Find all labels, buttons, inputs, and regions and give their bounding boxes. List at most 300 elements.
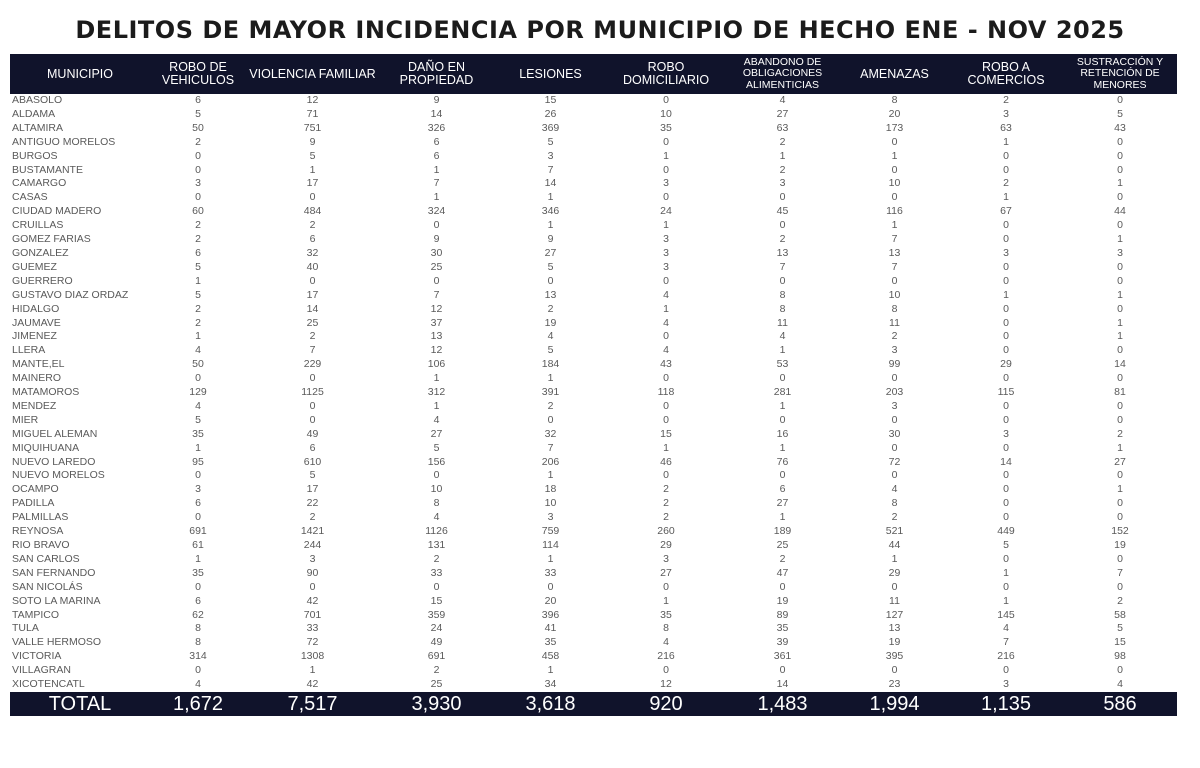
value-cell: 1	[1003, 288, 1009, 301]
value-cell: 203	[885, 386, 904, 399]
value-cell: 6	[195, 497, 201, 510]
table-row	[10, 317, 1177, 331]
municipio-cell: PADILLA	[12, 497, 55, 510]
total-cell: 3,930	[379, 692, 494, 716]
value-cell: 2	[663, 497, 669, 510]
municipio-cell: GUERRERO	[12, 274, 73, 287]
value-cell: 0	[1117, 413, 1123, 426]
value-cell: 13	[776, 246, 789, 259]
municipio-cell: CIUDAD MADERO	[12, 205, 102, 218]
value-cell: 1	[309, 163, 316, 176]
total-cell: 3,618	[494, 692, 607, 716]
municipio-cell: SAN CARLOS	[12, 552, 80, 565]
value-cell: 391	[541, 386, 560, 399]
value-cell: 3	[663, 177, 669, 190]
value-cell: 60	[192, 205, 204, 218]
value-cell: 0	[1003, 316, 1009, 329]
value-cell: 0	[1117, 497, 1123, 510]
value-cell: 0	[663, 580, 669, 593]
table-row	[10, 511, 1177, 525]
value-cell: 127	[885, 608, 904, 621]
municipio-cell: JAUMAVE	[12, 316, 61, 329]
value-cell: 5	[547, 344, 554, 357]
column-header-abandono-obligaciones: ABANDONO DE OBLIGACIONES ALIMENTICIAS	[725, 54, 840, 94]
value-cell: 0	[1117, 511, 1123, 524]
total-cell: 1,135	[949, 692, 1063, 716]
value-cell: 0	[1003, 399, 1009, 412]
value-cell: 1	[1117, 330, 1123, 343]
table-row	[10, 525, 1177, 539]
value-cell: 0	[1117, 191, 1123, 204]
value-cell: 8	[195, 622, 201, 635]
value-cell: 216	[657, 650, 675, 663]
value-cell: 7	[547, 163, 554, 176]
value-cell: 14	[1114, 358, 1126, 371]
municipio-cell: JIMENEZ	[12, 330, 57, 343]
municipio-cell: VILLAGRAN	[12, 664, 71, 677]
municipio-cell: SOTO LA MARINA	[12, 594, 101, 607]
municipio-cell: NUEVO LAREDO	[12, 455, 96, 468]
value-cell: 184	[541, 358, 560, 371]
value-cell: 72	[306, 636, 319, 649]
value-cell: 24	[430, 622, 443, 635]
value-cell: 281	[773, 386, 792, 399]
value-cell: 2	[1003, 177, 1009, 190]
value-cell: 29	[1000, 358, 1012, 371]
value-cell: 4	[195, 399, 201, 412]
value-cell: 18	[544, 483, 557, 496]
municipio-cell: VALLE HERMOSO	[12, 636, 102, 649]
value-cell: 41	[544, 622, 557, 635]
municipio-cell: MIER	[12, 413, 39, 426]
value-cell: 0	[1117, 344, 1123, 357]
municipio-cell: ANTIGUO MORELOS	[12, 135, 116, 148]
value-cell: 0	[663, 94, 669, 106]
value-cell: 4	[663, 288, 669, 301]
value-cell: 7	[433, 288, 440, 301]
value-cell: 76	[776, 455, 789, 468]
value-cell: 759	[541, 525, 560, 538]
value-cell: 12	[660, 678, 672, 691]
value-cell: 4	[1117, 678, 1123, 691]
value-cell: 206	[541, 455, 560, 468]
value-cell: 17	[306, 288, 319, 301]
value-cell: 29	[660, 539, 672, 551]
value-cell: 1	[309, 664, 316, 677]
value-cell: 691	[189, 525, 207, 538]
value-cell: 2	[663, 483, 669, 496]
value-cell: 1	[1003, 191, 1009, 204]
value-cell: 395	[885, 650, 904, 663]
column-header-amenazas: AMENAZAS	[840, 54, 949, 94]
table-row	[10, 400, 1177, 414]
value-cell: 1	[1003, 135, 1009, 148]
value-cell: 0	[195, 469, 201, 482]
municipio-cell: MATAMOROS	[12, 386, 80, 399]
value-cell: 0	[1003, 497, 1009, 510]
value-cell: 35	[660, 608, 672, 621]
table-row	[10, 358, 1177, 372]
value-cell: 610	[303, 455, 322, 468]
value-cell: 10	[544, 497, 557, 510]
value-cell: 5	[1117, 622, 1123, 635]
value-cell: 35	[660, 121, 672, 134]
municipio-cell: ABASOLO	[12, 94, 63, 106]
value-cell: 0	[779, 413, 786, 426]
value-cell: 49	[306, 427, 319, 440]
value-cell: 6	[779, 483, 786, 496]
value-cell: 0	[1003, 302, 1009, 315]
value-cell: 0	[1003, 552, 1009, 565]
value-cell: 26	[544, 107, 557, 120]
value-cell: 1	[663, 441, 669, 454]
value-cell: 32	[306, 246, 319, 259]
value-cell: 43	[1114, 121, 1126, 134]
value-cell: 62	[192, 608, 204, 621]
value-cell: 43	[660, 358, 672, 371]
value-cell: 2	[547, 302, 554, 315]
value-cell: 13	[430, 330, 443, 343]
value-cell: 346	[541, 205, 560, 218]
value-cell: 1	[547, 664, 554, 677]
value-cell: 0	[1117, 302, 1123, 315]
value-cell: 61	[192, 539, 204, 551]
value-cell: 7	[547, 441, 554, 454]
value-cell: 3	[663, 552, 669, 565]
table-row	[10, 414, 1177, 428]
value-cell: 40	[306, 260, 319, 273]
value-cell: 2	[1117, 427, 1123, 440]
value-cell: 25	[776, 539, 789, 551]
value-cell: 0	[891, 372, 898, 385]
value-cell: 6	[433, 149, 440, 162]
value-cell: 25	[430, 260, 443, 273]
value-cell: 8	[779, 302, 786, 315]
value-cell: 5	[1117, 107, 1123, 120]
value-cell: 0	[309, 372, 316, 385]
value-cell: 3	[547, 511, 554, 524]
value-cell: 6	[195, 246, 201, 259]
municipio-cell: RIO BRAVO	[12, 539, 70, 551]
value-cell: 7	[309, 344, 316, 357]
value-cell: 8	[779, 288, 786, 301]
table-row	[10, 219, 1177, 233]
value-cell: 25	[430, 678, 443, 691]
column-header-sustraccion-menores: SUSTRACCIÓN Y RETENCIÓN DE MENORES	[1063, 54, 1177, 94]
value-cell: 0	[1117, 372, 1123, 385]
value-cell: 22	[306, 497, 319, 510]
value-cell: 4	[1003, 622, 1009, 635]
value-cell: 3	[1117, 246, 1123, 259]
value-cell: 7	[1117, 566, 1123, 579]
municipio-cell: MIGUEL ALEMAN	[12, 427, 98, 440]
value-cell: 369	[541, 121, 560, 134]
value-cell: 19	[888, 636, 901, 649]
value-cell: 1	[195, 274, 201, 287]
value-cell: 23	[888, 678, 901, 691]
value-cell: 1	[433, 372, 440, 385]
value-cell: 17	[306, 483, 319, 496]
column-header-robo-domiciliario: ROBO DOMICILIARIO	[607, 54, 725, 94]
value-cell: 63	[1000, 121, 1012, 134]
value-cell: 0	[891, 163, 898, 176]
value-cell: 5	[1003, 539, 1009, 551]
value-cell: 0	[1117, 664, 1123, 677]
value-cell: 4	[547, 330, 554, 343]
value-cell: 0	[891, 469, 898, 482]
value-cell: 2	[1117, 594, 1123, 607]
value-cell: 6	[195, 94, 201, 106]
value-cell: 4	[663, 316, 669, 329]
value-cell: 324	[427, 205, 446, 218]
municipio-cell: BURGOS	[12, 149, 58, 162]
value-cell: 0	[1117, 469, 1123, 482]
value-cell: 8	[891, 94, 898, 106]
value-cell: 1125	[301, 386, 324, 399]
value-cell: 3	[891, 344, 898, 357]
value-cell: 1	[195, 330, 201, 343]
value-cell: 19	[1114, 539, 1126, 551]
value-cell: 1	[195, 552, 201, 565]
value-cell: 2	[779, 552, 786, 565]
value-cell: 15	[544, 94, 557, 106]
value-cell: 229	[303, 358, 322, 371]
table-row	[10, 595, 1177, 609]
value-cell: 0	[779, 372, 786, 385]
table-row	[10, 330, 1177, 344]
value-cell: 0	[779, 580, 786, 593]
value-cell: 10	[888, 288, 901, 301]
municipio-cell: ALTAMIRA	[12, 121, 63, 134]
table-row	[10, 622, 1177, 636]
value-cell: 1	[547, 219, 554, 232]
total-cell: 1,994	[840, 692, 949, 716]
value-cell: 5	[195, 288, 201, 301]
value-cell: 1	[433, 191, 440, 204]
value-cell: 5	[309, 149, 316, 162]
value-cell: 0	[663, 372, 669, 385]
value-cell: 9	[547, 233, 554, 246]
value-cell: 0	[195, 511, 201, 524]
value-cell: 0	[891, 135, 898, 148]
value-cell: 50	[192, 358, 204, 371]
municipio-cell: TAMPICO	[12, 608, 60, 621]
municipio-cell: GOMEZ FARIAS	[12, 233, 91, 246]
value-cell: 1	[891, 219, 898, 232]
value-cell: 4	[433, 413, 440, 426]
value-cell: 14	[1000, 455, 1012, 468]
value-cell: 1	[547, 191, 554, 204]
table-row	[10, 428, 1177, 442]
value-cell: 5	[547, 260, 554, 273]
total-cell: 1,483	[725, 692, 840, 716]
municipio-cell: NUEVO MORELOS	[12, 469, 105, 482]
value-cell: 14	[306, 302, 319, 315]
value-cell: 11	[889, 316, 900, 329]
value-cell: 15	[660, 427, 672, 440]
value-cell: 0	[663, 330, 669, 343]
value-cell: 2	[891, 511, 898, 524]
value-cell: 2	[195, 316, 201, 329]
value-cell: 1	[547, 552, 554, 565]
value-cell: 33	[544, 566, 557, 579]
value-cell: 98	[1114, 650, 1126, 663]
value-cell: 458	[541, 650, 560, 663]
total-cell: 920	[607, 692, 725, 716]
value-cell: 37	[430, 316, 443, 329]
value-cell: 10	[660, 107, 672, 120]
municipio-cell: BUSTAMANTE	[12, 163, 83, 176]
value-cell: 2	[779, 233, 786, 246]
value-cell: 0	[1117, 163, 1123, 176]
municipio-cell: GUSTAVO DIAZ ORDAZ	[12, 288, 129, 301]
table-row	[10, 372, 1177, 386]
value-cell: 13	[888, 622, 901, 635]
table-row	[10, 289, 1177, 303]
value-cell: 0	[1003, 260, 1009, 273]
value-cell: 5	[195, 107, 201, 120]
municipio-cell: MANTE,EL	[12, 358, 65, 371]
report-title: DELITOS DE MAYOR INCIDENCIA POR MUNICIPIO DE HECHO ENE - NOV 2025	[75, 16, 1125, 44]
table-row	[10, 150, 1177, 164]
municipio-cell: SAN NICOLÁS	[12, 580, 83, 593]
value-cell: 1	[891, 552, 898, 565]
value-cell: 5	[195, 260, 201, 273]
value-cell: 0	[1003, 163, 1009, 176]
value-cell: 0	[663, 163, 669, 176]
value-cell: 30	[888, 427, 901, 440]
value-cell: 0	[1003, 330, 1009, 343]
municipio-cell: GUEMEZ	[12, 260, 57, 273]
value-cell: 19	[544, 316, 557, 329]
value-cell: 8	[663, 622, 669, 635]
value-cell: 3	[891, 399, 898, 412]
value-cell: 16	[776, 427, 789, 440]
column-header-robo-vehiculos: ROBO DE VEHICULOS	[150, 54, 246, 94]
value-cell: 10	[430, 483, 443, 496]
value-cell: 0	[663, 469, 669, 482]
value-cell: 27	[1114, 455, 1126, 468]
value-cell: 7	[433, 177, 440, 190]
value-cell: 89	[776, 608, 789, 621]
value-cell: 11	[889, 594, 900, 607]
value-cell: 0	[1117, 149, 1123, 162]
municipio-cell: HIDALGO	[12, 302, 60, 315]
value-cell: 35	[192, 566, 204, 579]
value-cell: 1	[779, 344, 786, 357]
value-cell: 9	[309, 135, 316, 148]
value-cell: 156	[427, 455, 446, 468]
value-cell: 0	[1117, 552, 1123, 565]
value-cell: 0	[309, 413, 316, 426]
value-cell: 42	[306, 594, 319, 607]
table-row	[10, 553, 1177, 567]
value-cell: 0	[1003, 580, 1009, 593]
value-cell: 5	[195, 413, 201, 426]
value-cell: 27	[430, 427, 443, 440]
value-cell: 0	[891, 274, 898, 287]
value-cell: 0	[1003, 344, 1009, 357]
municipio-cell: REYNOSA	[12, 525, 64, 538]
value-cell: 0	[663, 274, 669, 287]
value-cell: 29	[888, 566, 901, 579]
value-cell: 2	[309, 330, 316, 343]
table-row	[10, 650, 1177, 664]
value-cell: 7	[891, 233, 898, 246]
value-cell: 0	[779, 274, 786, 287]
value-cell: 0	[195, 580, 201, 593]
value-cell: 326	[427, 121, 446, 134]
value-cell: 2	[891, 330, 898, 343]
value-cell: 449	[997, 525, 1015, 538]
value-cell: 0	[1003, 483, 1009, 496]
value-cell: 216	[997, 650, 1015, 663]
table-row	[10, 233, 1177, 247]
total-row	[10, 692, 1177, 716]
value-cell: 129	[189, 386, 207, 399]
table-row	[10, 261, 1177, 275]
value-cell: 1	[1117, 316, 1123, 329]
value-cell: 1	[433, 399, 440, 412]
value-cell: 5	[547, 135, 554, 148]
value-cell: 3	[309, 552, 316, 565]
value-cell: 27	[544, 246, 557, 259]
total-cell: 586	[1063, 692, 1177, 716]
value-cell: 0	[1003, 511, 1009, 524]
value-cell: 9	[433, 94, 440, 106]
value-cell: 19	[776, 594, 789, 607]
value-cell: 0	[779, 191, 786, 204]
value-cell: 7	[1003, 636, 1009, 649]
municipio-cell: MIQUIHUANA	[12, 441, 80, 454]
value-cell: 12	[306, 94, 319, 106]
value-cell: 35	[776, 622, 789, 635]
value-cell: 0	[195, 664, 201, 677]
value-cell: 0	[309, 580, 316, 593]
value-cell: 359	[427, 608, 446, 621]
value-cell: 1	[1003, 566, 1009, 579]
value-cell: 3	[663, 233, 669, 246]
value-cell: 260	[657, 525, 675, 538]
column-header-municipio: MUNICIPIO	[10, 54, 150, 94]
table-row	[10, 205, 1177, 219]
column-header-dano-propiedad: DAÑO EN PROPIEDAD	[379, 54, 494, 94]
value-cell: 1	[663, 219, 669, 232]
value-cell: 0	[1117, 580, 1123, 593]
value-cell: 0	[309, 191, 316, 204]
value-cell: 2	[195, 135, 201, 148]
value-cell: 0	[309, 399, 316, 412]
value-cell: 0	[433, 274, 440, 287]
value-cell: 47	[776, 566, 789, 579]
value-cell: 484	[303, 205, 322, 218]
value-cell: 312	[427, 386, 446, 399]
value-cell: 0	[779, 469, 786, 482]
value-cell: 2	[195, 219, 201, 232]
value-cell: 15	[1114, 636, 1126, 649]
value-cell: 0	[1003, 372, 1009, 385]
municipio-cell: SAN FERNANDO	[12, 566, 96, 579]
table-row	[10, 581, 1177, 595]
table-row	[10, 497, 1177, 511]
column-header-lesiones: LESIONES	[494, 54, 607, 94]
value-cell: 90	[306, 566, 319, 579]
value-cell: 1	[1117, 483, 1123, 496]
value-cell: 25	[306, 316, 319, 329]
value-cell: 1	[663, 302, 669, 315]
table-row	[10, 136, 1177, 150]
value-cell: 53	[776, 358, 789, 371]
